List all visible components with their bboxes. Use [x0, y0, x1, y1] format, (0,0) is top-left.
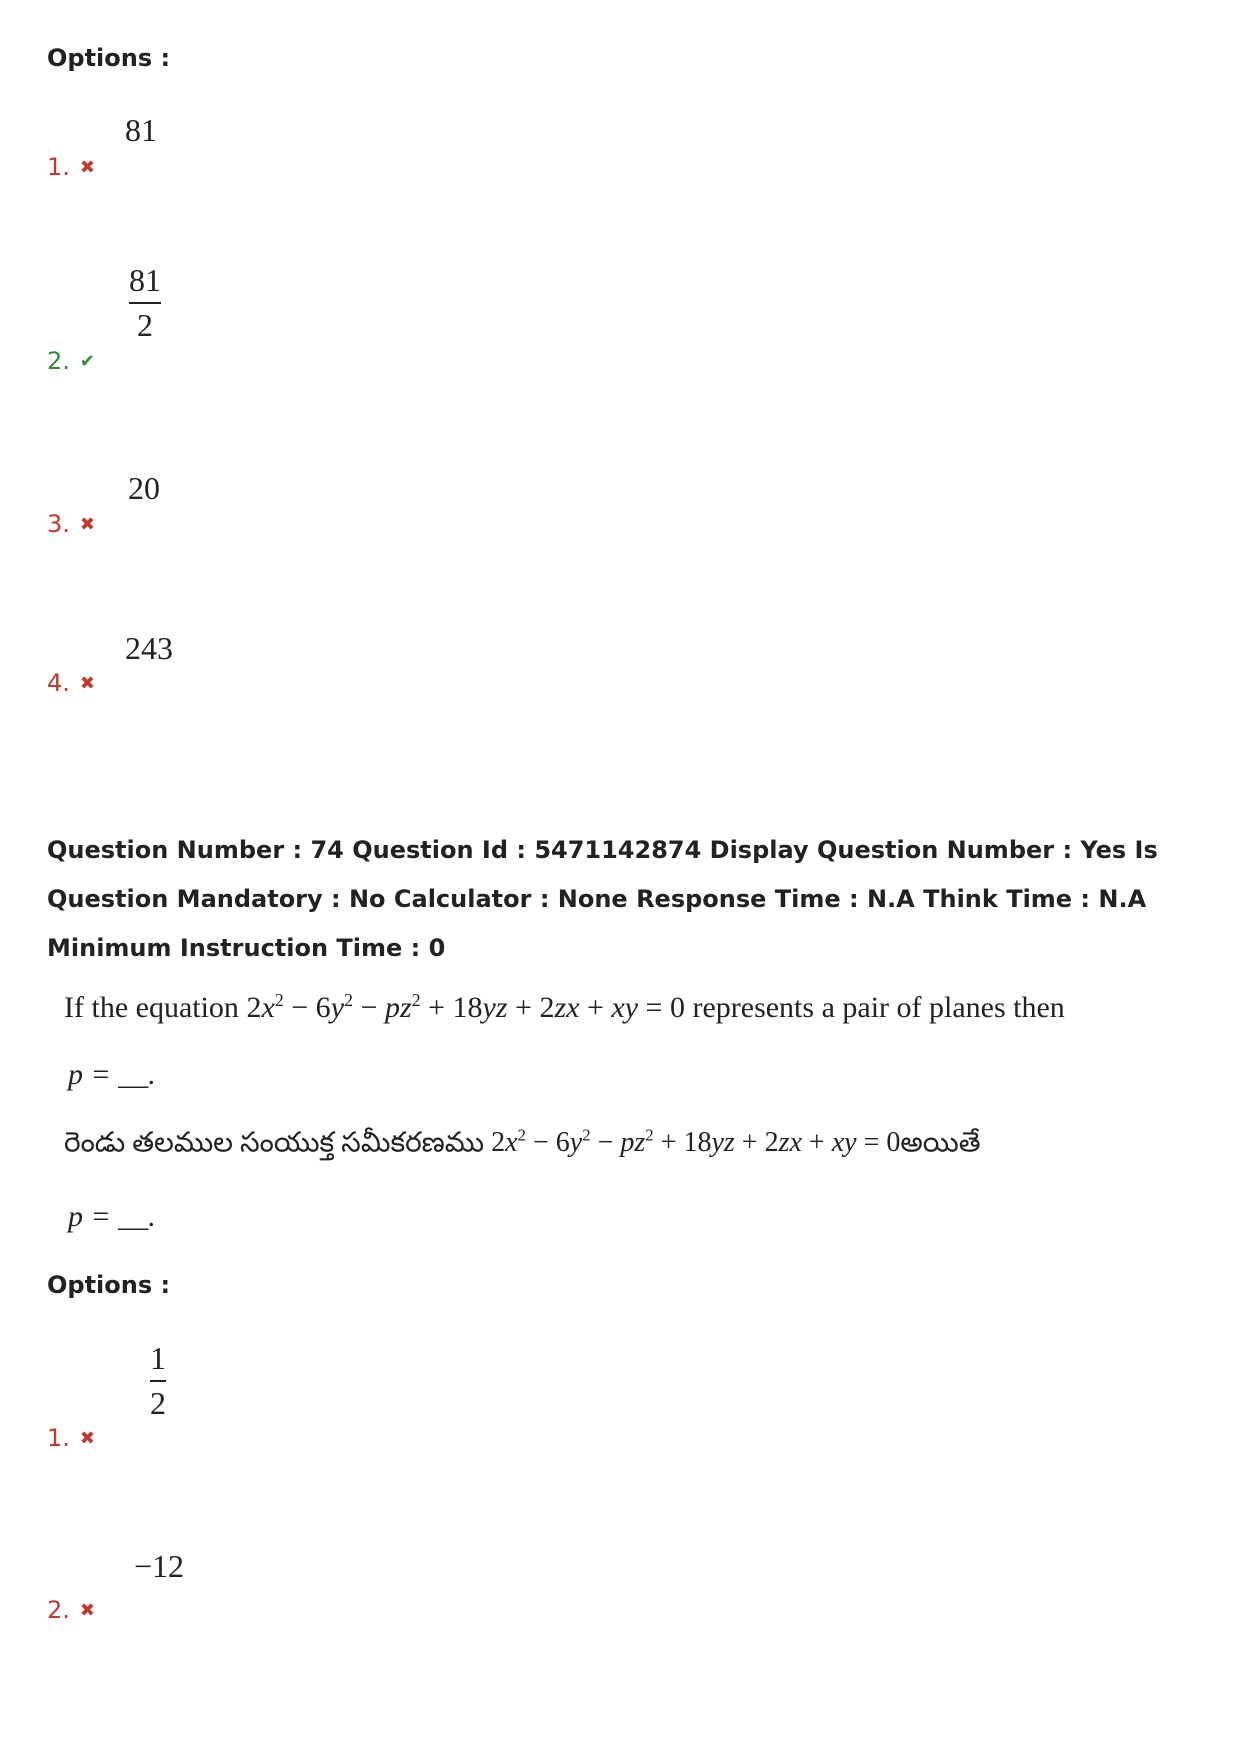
q74-option-1-number: 1. — [47, 1424, 70, 1452]
options-heading: Options : — [47, 44, 171, 72]
question-prefix: If the equation — [64, 991, 239, 1024]
question-suffix: represents a pair of planes then — [692, 991, 1065, 1024]
cross-icon: ✖ — [79, 156, 95, 178]
q74-option-1-fraction — [150, 1340, 166, 1422]
fraction-bar — [150, 1380, 166, 1382]
telugu-suffix: అయితే — [900, 1127, 981, 1159]
question-text-telugu — [64, 1126, 981, 1165]
q74-option-2-number: 2. — [47, 1596, 70, 1624]
q74-option-1 — [47, 1424, 95, 1452]
cross-icon: ✖ — [79, 672, 95, 694]
cross-icon: ✖ — [79, 1427, 95, 1449]
answer-blank-telugu: p = __. — [68, 1200, 156, 1233]
equation: $2x^2 - 6y^2 - pz^2 + 18yz + 2zx$ + xy = 0 — [246, 990, 685, 1024]
q74-option-2 — [47, 1596, 95, 1624]
cross-icon: ✖ — [79, 513, 95, 535]
question-meta: Question Number : 74 Question Id : 5471142874 Display Question Number : Yes Is Question Mandatory : No Calculator : None Response Time : N.A Think Time : N.A Minimum Instruction Time : 0 — [47, 836, 1158, 962]
option-3-value: 20 — [128, 470, 160, 506]
option-2-denominator: 2 — [137, 306, 153, 343]
fraction-bar — [129, 302, 161, 304]
equation-telugu: $2x^2 - 6y^2 - pz^2 + 18yz + 2zx$ + xy = 0 — [491, 1126, 901, 1159]
check-icon: ✔ — [79, 350, 95, 372]
option-4-value: 243 — [125, 630, 173, 666]
q74-option-1-numerator: 1 — [150, 1340, 166, 1376]
option-1-number: 1. — [47, 153, 70, 181]
options-heading: Options : — [47, 1271, 171, 1299]
telugu-prefix: రెండు తలముల సంయుక్త సమీకరణము — [64, 1127, 485, 1159]
option-3 — [47, 510, 95, 538]
option-4-number: 4. — [47, 669, 70, 697]
cross-icon: ✖ — [79, 1599, 95, 1621]
option-1-value: 81 — [125, 112, 157, 148]
option-4 — [47, 669, 95, 697]
q74-option-2-value: −12 — [134, 1548, 185, 1584]
option-2-number: 2. — [47, 347, 70, 375]
option-1 — [47, 153, 95, 181]
option-2 — [47, 347, 95, 375]
option-2-fraction — [129, 262, 161, 344]
option-2-numerator: 81 — [129, 262, 161, 298]
answer-blank: p = __. — [68, 1058, 156, 1091]
q74-option-1-denominator: 2 — [150, 1384, 166, 1421]
option-3-number: 3. — [47, 510, 70, 538]
question-text-english — [64, 990, 1065, 1025]
